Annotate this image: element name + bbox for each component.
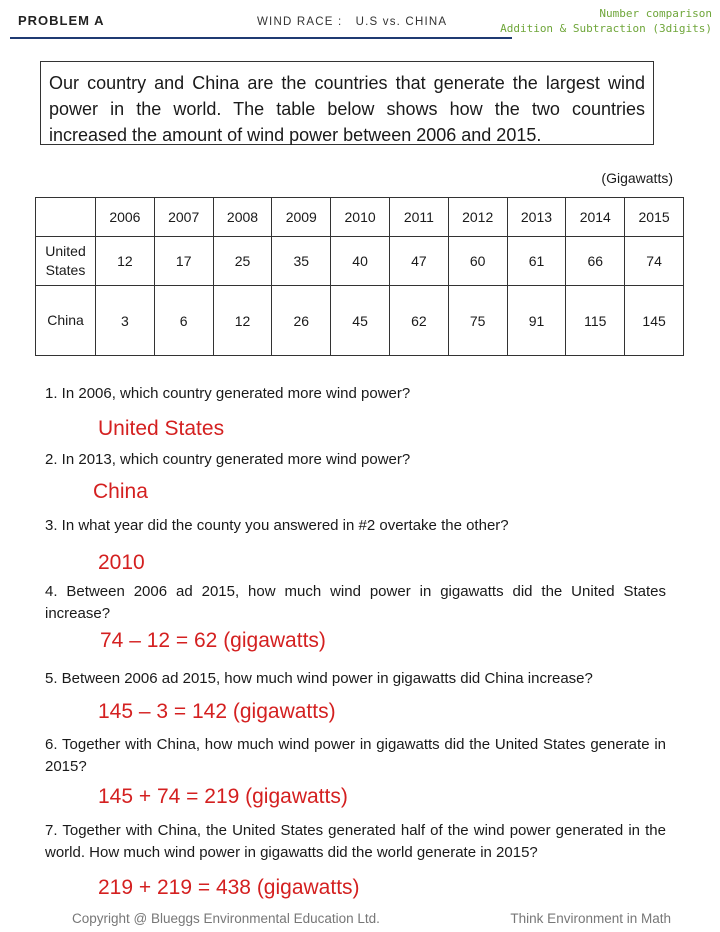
problem-label: PROBLEM A [18,13,105,28]
table-cell: 74 [625,237,684,286]
question-3: 3. In what year did the county you answered in #2 overtake the other? [45,517,509,534]
table-header-row [36,198,684,237]
table-cell: 47 [389,237,448,286]
question-4: 4. Between 2006 ad 2015, how much wind power in gigawatts did the United States increase? [45,583,666,622]
copyright: Copyright @ Blueggs Environmental Education Ltd. [72,911,380,926]
intro-box: Our country and China are the countries that generate the largest wind power in the world. The table below shows how the two countries increased the amount of wind power between 2006 and 2015. [40,61,654,145]
table-cell: 12 [213,286,272,356]
answer-4: 74 – 12 = 62 (gigawatts) [100,629,326,652]
answer-2: China [93,480,148,503]
year-header: 2010 [331,198,390,237]
year-header: 2014 [566,198,625,237]
table-cell: 60 [448,237,507,286]
row-label-us: United States [36,237,96,286]
table-cell: 61 [507,237,566,286]
year-header: 2012 [448,198,507,237]
worksheet-title: WIND RACE : U.S vs. CHINA [257,16,448,28]
unit-label: (Gigawatts) [601,170,673,186]
question-2: 2. In 2013, which country generated more wind power? [45,451,411,468]
table-cell: 35 [272,237,331,286]
table-cell: 26 [272,286,331,356]
table-cell: 62 [389,286,448,356]
table-row-china [36,286,684,356]
question-5: 5. Between 2006 ad 2015, how much wind power in gigawatts did China increase? [45,670,593,687]
table-cell: 75 [448,286,507,356]
corner-cell [36,198,96,237]
year-header: 2008 [213,198,272,237]
table-cell: 45 [331,286,390,356]
table-cell: 115 [566,286,625,356]
table-cell: 6 [154,286,213,356]
topic-tags [500,6,712,36]
answer-1: United States [98,417,225,440]
table-cell: 145 [625,286,684,356]
topic-tag: Addition & Subtraction (3digits) [500,22,712,35]
table-cell: 91 [507,286,566,356]
table-cell: 25 [213,237,272,286]
year-header: 2007 [154,198,213,237]
year-header: 2009 [272,198,331,237]
table-cell: 3 [96,286,155,356]
topic-tag: Number comparison [599,7,712,20]
year-header: 2013 [507,198,566,237]
answer-3: 2010 [98,551,145,574]
table-cell: 66 [566,237,625,286]
question-1: 1. In 2006, which country generated more wind power? [45,385,411,402]
header-divider [10,37,512,39]
row-label-china: China [36,286,96,356]
wind-power-table [35,197,684,356]
answer-5: 145 – 3 = 142 (gigawatts) [98,700,336,723]
year-header: 2015 [625,198,684,237]
table-cell: 17 [154,237,213,286]
table-cell: 12 [96,237,155,286]
year-header: 2006 [96,198,155,237]
year-header: 2011 [389,198,448,237]
question-7: 7. Together with China, the United States generated half of the wind power generated in the world. How much wind power in gigawatts did the world generate in 2015? [45,822,666,861]
table-row-us [36,237,684,286]
question-6: 6. Together with China, how much wind power in gigawatts did the United States generate in 2015? [45,736,666,775]
answer-7: 219 + 219 = 438 (gigawatts) [98,876,360,899]
answer-6: 145 + 74 = 219 (gigawatts) [98,785,348,808]
tagline: Think Environment in Math [510,911,671,926]
table-cell: 40 [331,237,390,286]
